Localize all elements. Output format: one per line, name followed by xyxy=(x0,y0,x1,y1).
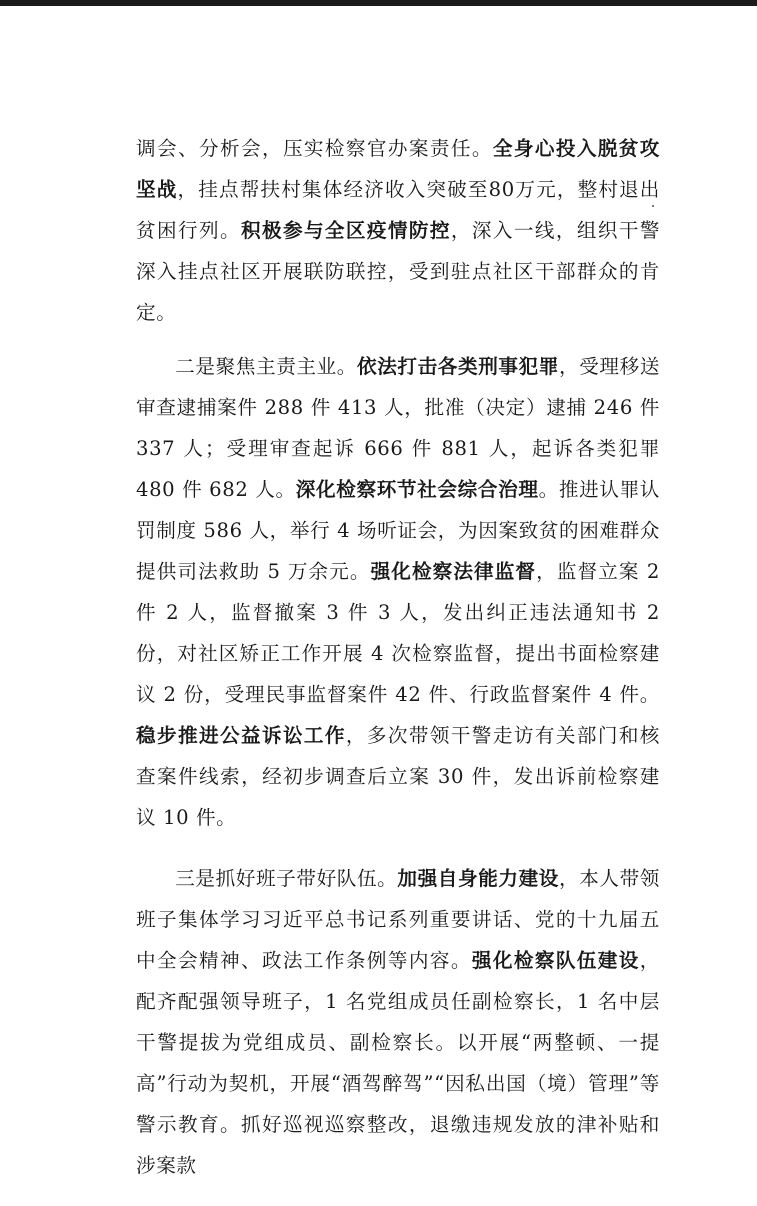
paragraph-2 xyxy=(136,346,660,838)
scan-top-border xyxy=(0,0,757,6)
text-run: ，受理移送审查逮捕案件 288 件 413 人，批准（决定）逮捕 246 件 337 人；受理审查起诉 666 件 881 人，起诉各类犯罪 480 件 682 人。 xyxy=(136,355,661,501)
bold-heading-run: 加强自身能力建设 xyxy=(397,867,559,890)
text-run: 。推进认罪认罚制度 586 人，举行 4 场听证会，为因案致贫的困难群众提供司法救助 5 万余元。 xyxy=(136,478,660,583)
bold-heading-run: 全身心投入脱贫攻坚战 xyxy=(136,137,660,201)
document-body xyxy=(136,128,660,1206)
section-lead: 二是聚焦主责主业。 xyxy=(175,355,357,378)
bold-heading-run: 深化检察环节社会综合治理 xyxy=(295,478,539,501)
text-run: ，挂点帮扶村集体经济收入突破至80万元，整村退出贫困行列。 xyxy=(136,178,660,242)
text-run: ，多次带领干警走访有关部门和核查案件线索，经初步调查后立案 30 件，发出诉前检察建议 10 件。 xyxy=(136,724,661,829)
bold-heading-run: 依法打击各类刑事犯罪 xyxy=(357,355,560,378)
text-run: ，配齐配强领导班子，1 名党组成员任副检察长，1 名中层干警提拔为党组成员、副检察长。以开展“两整顿、一提高”行动为契机，开展“酒驾醉驾”“因私出国（境）管理”等警示教育。抓好巡视巡察整改，退缴违规发放的津补贴和涉案款 xyxy=(136,949,660,1177)
paragraph-1 xyxy=(136,128,660,333)
bold-heading-run: 强化检察队伍建设 xyxy=(471,949,640,972)
paragraph-3 xyxy=(136,858,660,1186)
bold-heading-run: 强化检察法律监督 xyxy=(370,560,537,583)
text-run: 调会、分析会，压实检察官办案责任。 xyxy=(136,137,493,160)
section-lead: 三是抓好班子带好队伍。 xyxy=(175,867,398,890)
bold-heading-run: 积极参与全区疫情防控 xyxy=(240,219,451,242)
text-run: ，深入一线，组织干警深入挂点社区开展联防联控，受到驻点社区干部群众的肯定。 xyxy=(136,219,661,324)
bold-heading-run: 稳步推进公益诉讼工作 xyxy=(136,724,346,747)
text-run: ，监督立案 2 件 2 人，监督撤案 3 件 3 人，发出纠正违法通知书 2 份，对社区矫正工作开展 4 次检察监督，提出书面检察建议 2 份，受理民事监督案件 42 件、行政监督案件 4 件。 xyxy=(136,560,660,706)
text-run: ，本人带领班子集体学习习近平总书记系列重要讲话、党的十九届五中全会精神、政法工作条例等内容。 xyxy=(136,867,660,972)
